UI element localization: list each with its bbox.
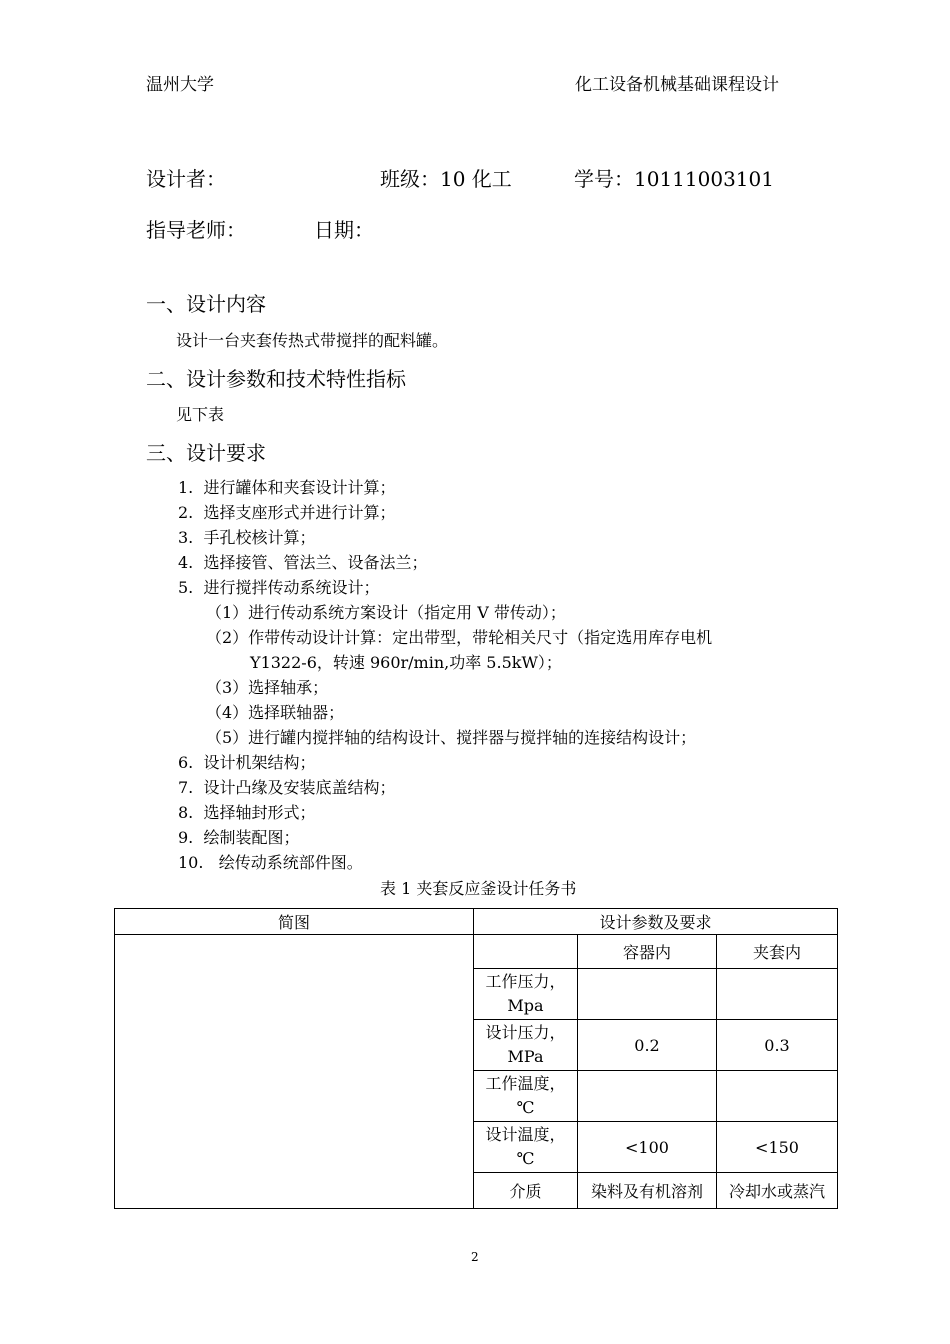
sub-requirement-item: （5）进行罐内搅拌轴的结构设计、搅拌器与搅拌轴的连接结构设计； [206, 728, 697, 747]
design-task-table [114, 908, 838, 1209]
col-header-sketch: 简图 [115, 909, 474, 935]
requirement-item: 7. 设计凸缘及安装底盖结构； [178, 778, 396, 797]
advisor-label: 指导老师： [146, 218, 246, 242]
empty-corner-cell [474, 935, 578, 969]
jacket-value [717, 1071, 838, 1122]
sub-requirement-item: （3）选择轴承； [206, 678, 329, 697]
jacket-value [717, 969, 838, 1020]
class-label: 班级：10 化工 [380, 167, 512, 191]
inner-value: 染料及有机溶剂 [578, 1173, 717, 1209]
requirement-item: 6. 设计机架结构； [178, 753, 316, 772]
requirement-item: 4. 选择接管、管法兰、设备法兰； [178, 553, 428, 572]
col-header-params: 设计参数及要求 [474, 909, 838, 935]
requirement-item: 1. 进行罐体和夹套设计计算； [178, 478, 396, 497]
section-3-heading: 三、设计要求 [146, 441, 266, 465]
header-right: 化工设备机械基础课程设计 [575, 75, 779, 95]
requirement-item: 10. 绘传动系统部件图。 [178, 853, 363, 872]
inner-value [578, 1071, 717, 1122]
jacket-value: 0.3 [717, 1020, 838, 1071]
row-label: 工作温度， ℃ [474, 1071, 578, 1122]
table-caption: 表 1 夹套反应釜设计任务书 [380, 879, 577, 898]
requirement-item: 2. 选择支座形式并进行计算； [178, 503, 396, 522]
sub-requirement-item: （4）选择联轴器； [206, 703, 345, 722]
row-label: 设计温度， ℃ [474, 1122, 578, 1173]
date-label: 日期： [314, 218, 374, 242]
designer-label: 设计者： [146, 167, 226, 191]
sub-requirement-continuation: Y1322-6，转速 960r/min,功率 5.5kW）； [250, 653, 562, 672]
sub-requirement-item: （1）进行传动系统方案设计（指定用 V 带传动）； [206, 603, 566, 622]
section-1-body: 设计一台夹套传热式带搅拌的配料罐。 [176, 331, 449, 350]
section-1-heading: 一、设计内容 [146, 292, 266, 316]
student-id-label: 学号：10111003101 [574, 167, 774, 191]
inner-value: <100 [578, 1122, 717, 1173]
sub-requirement-item: （2）作带传动设计计算：定出带型，带轮相关尺寸（指定选用库存电机 [206, 628, 713, 647]
sketch-cell [115, 935, 474, 1209]
sub-header-jacket: 夹套内 [717, 935, 838, 969]
jacket-value: <150 [717, 1122, 838, 1173]
row-label: 工作压力， Mpa [474, 969, 578, 1020]
sub-header-inner: 容器内 [578, 935, 717, 969]
jacket-value: 冷却水或蒸汽 [717, 1173, 838, 1209]
requirement-item: 8. 选择轴封形式； [178, 803, 316, 822]
header-left: 温州大学 [146, 75, 214, 95]
inner-value: 0.2 [578, 1020, 717, 1071]
section-2-heading: 二、设计参数和技术特性指标 [146, 367, 406, 391]
requirement-item: 9. 绘制装配图； [178, 828, 300, 847]
row-label: 介质 [474, 1173, 578, 1209]
section-2-body: 见下表 [176, 405, 225, 424]
inner-value [578, 969, 717, 1020]
requirement-item: 5. 进行搅拌传动系统设计； [178, 578, 380, 597]
requirement-item: 3. 手孔校核计算； [178, 528, 316, 547]
page-number: 2 [471, 1250, 479, 1264]
row-label: 设计压力， MPa [474, 1020, 578, 1071]
